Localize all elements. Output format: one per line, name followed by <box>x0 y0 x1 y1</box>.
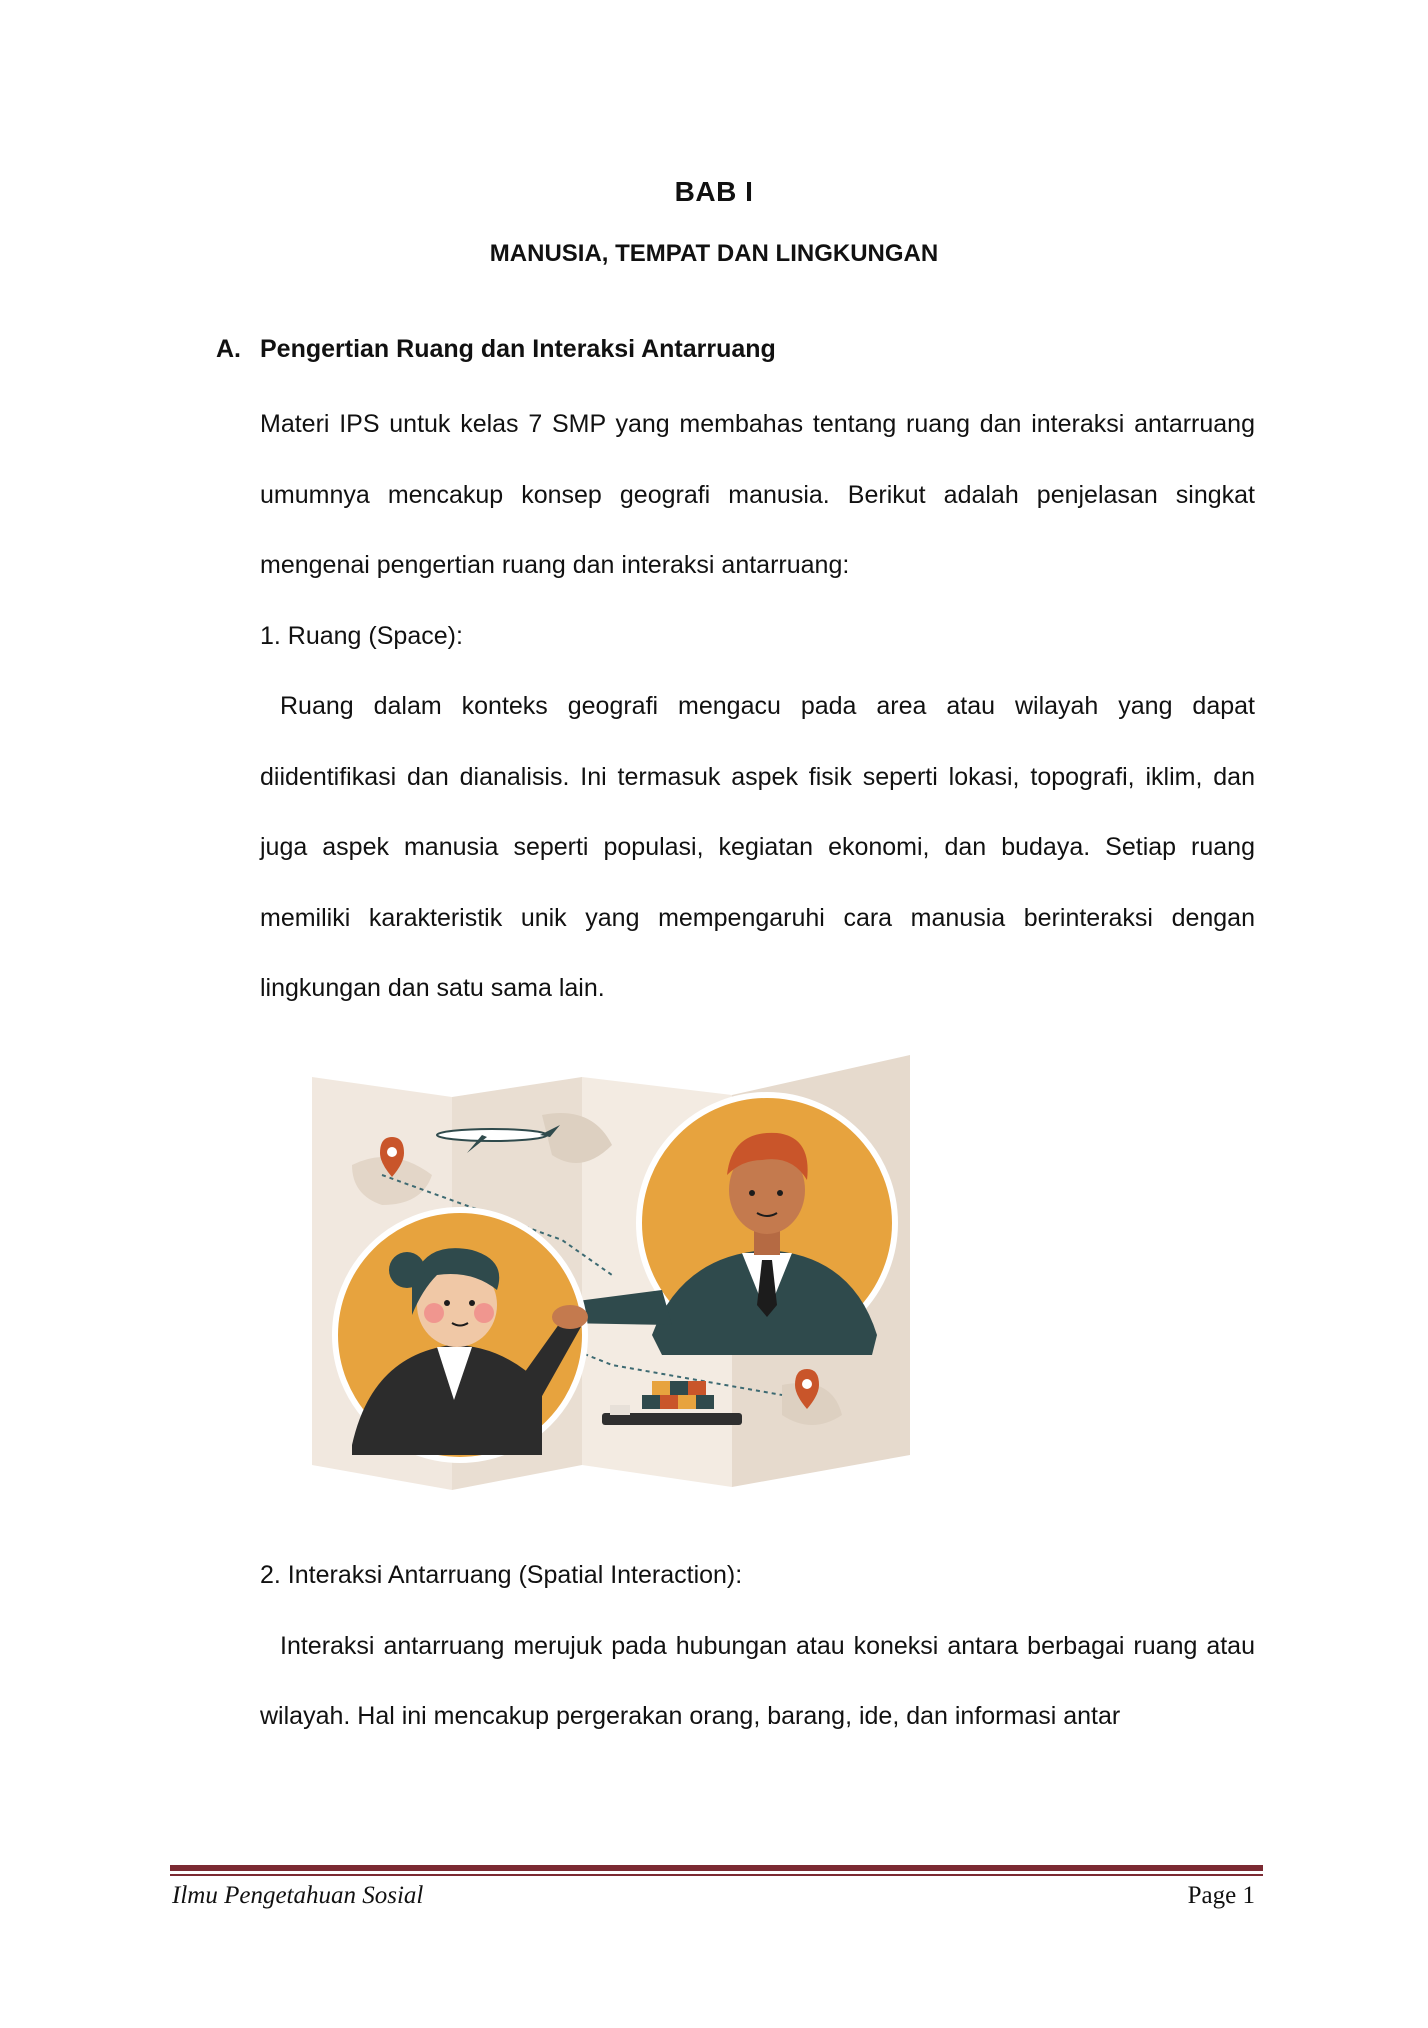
item2-title: 2. Interaksi Antarruang (Spatial Interaction): <box>260 1561 743 1589</box>
intro-paragraph: Materi IPS untuk kelas 7 SMP yang membahas tentang ruang dan interaksi antarruang umumnya mencakup konsep geografi manusia. Berikut adalah penjelasan singkat mengenai pengertian ruang dan interaksi antarruang: <box>260 410 1255 579</box>
body-block-2 <box>260 1540 1255 1752</box>
handshake-hands <box>552 1305 588 1329</box>
item1-title: 1. Ruang (Space): <box>260 621 463 650</box>
item2-paragraph: Interaksi antarruang merujuk pada hubungan atau koneksi antara berbagai ruang atau wilayah. Hal ini mencakup pergerakan orang, barang, ide, dan informasi antar <box>260 1631 1255 1730</box>
item1-paragraph: Ruang dalam konteks geografi mengacu pada area atau wilayah yang dapat diidentifikasi dan dianalisis. Ini termasuk aspek fisik seperti lokasi, topografi, iklim, dan juga aspek manusia seperti populasi, kegiatan ekonomi, dan budaya. Setiap ruang memiliki karakteristik unik yang mempengaruhi cara manusia berinteraksi dengan lingkungan dan satu sama lain. <box>260 692 1255 1002</box>
footer-page-number: Page 1 <box>1187 1882 1255 1909</box>
chapter-title: MANUSIA, TEMPAT DAN LINGKUNGAN <box>489 240 939 267</box>
footer-rule-thin <box>170 1874 1263 1876</box>
section-letter: A. <box>216 335 241 363</box>
footer-book-title: Ilmu Pengetahuan Sosial <box>172 1882 424 1909</box>
footer-rule <box>170 1865 1263 1871</box>
section-heading-text: Pengertian Ruang dan Interaksi Antarruang <box>260 335 776 363</box>
chapter-label: BAB I <box>674 176 754 207</box>
section-heading <box>216 335 776 364</box>
handshake-map-illustration <box>312 1055 922 1490</box>
body-block-1 <box>260 389 1255 1024</box>
